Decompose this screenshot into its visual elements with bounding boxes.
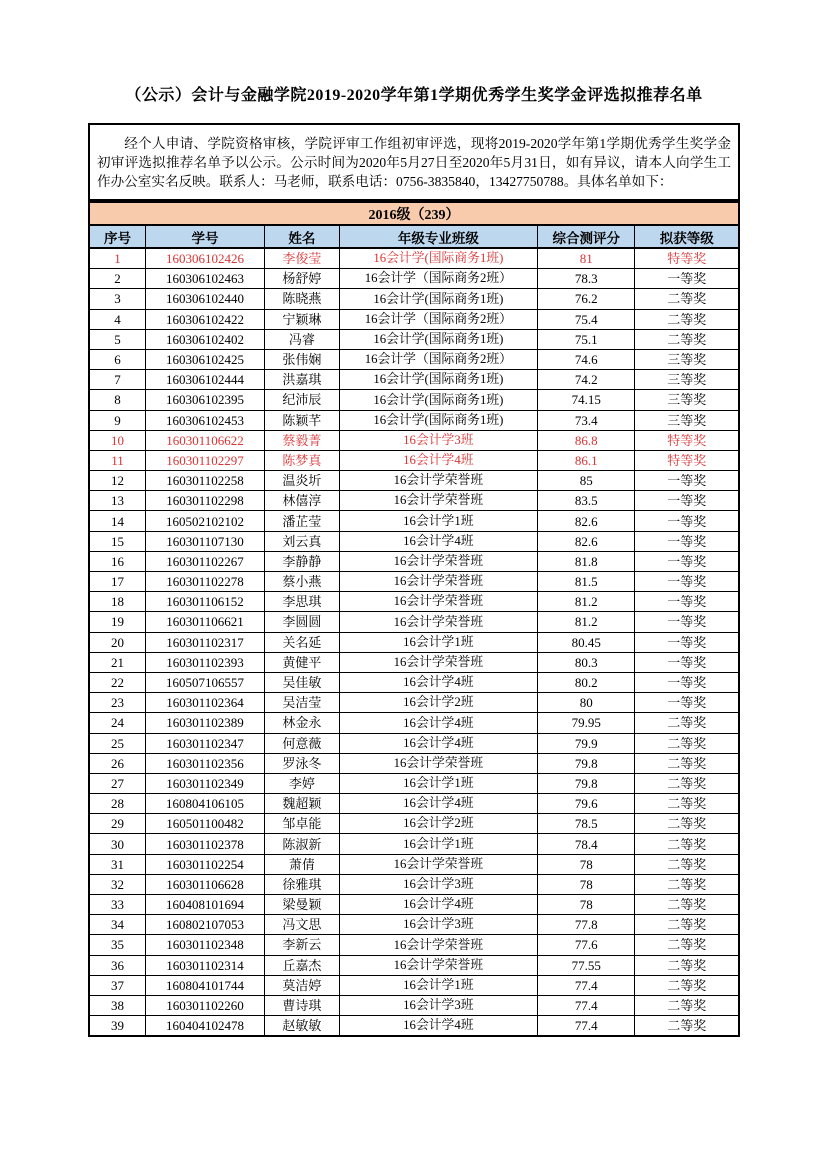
- cell-award: 二等奖: [635, 915, 739, 935]
- cell-class: 16会计学3班: [339, 995, 537, 1015]
- cell-name: 刘云真: [264, 531, 339, 551]
- cell-award: 二等奖: [635, 794, 739, 814]
- cell-name: 罗泳冬: [264, 753, 339, 773]
- table-row: [89, 1016, 739, 1037]
- table-row: [89, 935, 739, 955]
- cell-name: 蔡毅菁: [264, 430, 339, 450]
- cell-no: 28: [89, 794, 146, 814]
- table-row: [89, 874, 739, 894]
- cell-student-id: 160301102317: [146, 632, 265, 652]
- cell-class: 16会计学荣誉班: [339, 572, 537, 592]
- cell-no: 14: [89, 511, 146, 531]
- cell-name: 温炎圻: [264, 471, 339, 491]
- cell-name: 张伟娴: [264, 349, 339, 369]
- cell-no: 36: [89, 955, 146, 975]
- table-row: [89, 652, 739, 672]
- cell-class: 16会计学(国际商务1班): [339, 390, 537, 410]
- cell-class: 16会计学1班: [339, 834, 537, 854]
- section-header: 2016级（239）: [89, 202, 739, 225]
- cell-score: 81.8: [537, 551, 635, 571]
- cell-score: 78.4: [537, 834, 635, 854]
- cell-class: 16会计学2班: [339, 693, 537, 713]
- scholarship-table: [88, 201, 740, 1037]
- cell-name: 冯文思: [264, 915, 339, 935]
- table-row: [89, 329, 739, 349]
- cell-class: 16会计学4班: [339, 733, 537, 753]
- cell-class: 16会计学荣誉班: [339, 612, 537, 632]
- cell-score: 78: [537, 854, 635, 874]
- cell-name: 蔡小燕: [264, 572, 339, 592]
- cell-class: 16会计学(国际商务1班): [339, 329, 537, 349]
- cell-student-id: 160408101694: [146, 895, 265, 915]
- cell-no: 17: [89, 572, 146, 592]
- table-row: [89, 572, 739, 592]
- cell-award: 三等奖: [635, 390, 739, 410]
- cell-student-id: 160501100482: [146, 814, 265, 834]
- cell-class: 16会计学4班: [339, 794, 537, 814]
- cell-student-id: 160301106622: [146, 430, 265, 450]
- cell-score: 80.3: [537, 652, 635, 672]
- cell-name: 潘芷莹: [264, 511, 339, 531]
- cell-award: 二等奖: [635, 753, 739, 773]
- table-row: [89, 491, 739, 511]
- cell-student-id: 160404102478: [146, 1016, 265, 1037]
- table-row: [89, 430, 739, 450]
- cell-score: 86.8: [537, 430, 635, 450]
- table-row: [89, 289, 739, 309]
- col-header-student-id: 学号: [146, 225, 265, 248]
- cell-award: 二等奖: [635, 874, 739, 894]
- cell-name: 关名延: [264, 632, 339, 652]
- cell-award: 二等奖: [635, 975, 739, 995]
- cell-no: 1: [89, 248, 146, 269]
- cell-class: 16会计学4班: [339, 713, 537, 733]
- cell-name: 李圆圆: [264, 612, 339, 632]
- cell-score: 80.2: [537, 672, 635, 692]
- cell-score: 83.5: [537, 491, 635, 511]
- cell-no: 8: [89, 390, 146, 410]
- cell-class: 16会计学4班: [339, 450, 537, 470]
- cell-no: 31: [89, 854, 146, 874]
- cell-no: 25: [89, 733, 146, 753]
- cell-class: 16会计学1班: [339, 511, 537, 531]
- table-row: [89, 895, 739, 915]
- cell-student-id: 160301102393: [146, 652, 265, 672]
- cell-no: 35: [89, 935, 146, 955]
- cell-class: 16会计学(国际商务1班): [339, 370, 537, 390]
- cell-name: 赵敏敏: [264, 1016, 339, 1037]
- cell-name: 魏超颖: [264, 794, 339, 814]
- cell-no: 5: [89, 329, 146, 349]
- table-row: [89, 975, 739, 995]
- column-header-row: [89, 225, 739, 248]
- cell-award: 一等奖: [635, 612, 739, 632]
- cell-class: 16会计学荣誉班: [339, 551, 537, 571]
- cell-student-id: 160802107053: [146, 915, 265, 935]
- cell-score: 81.5: [537, 572, 635, 592]
- cell-student-id: 160306102463: [146, 269, 265, 289]
- cell-score: 77.55: [537, 955, 635, 975]
- table-row: [89, 531, 739, 551]
- table-row: [89, 612, 739, 632]
- table-row: [89, 471, 739, 491]
- cell-score: 79.9: [537, 733, 635, 753]
- table-row: [89, 672, 739, 692]
- cell-no: 19: [89, 612, 146, 632]
- cell-award: 二等奖: [635, 834, 739, 854]
- table-row: [89, 410, 739, 430]
- cell-name: 李思琪: [264, 592, 339, 612]
- cell-name: 梁曼颖: [264, 895, 339, 915]
- cell-score: 77.6: [537, 935, 635, 955]
- cell-no: 2: [89, 269, 146, 289]
- cell-no: 9: [89, 410, 146, 430]
- cell-name: 陈淑新: [264, 834, 339, 854]
- table-row: [89, 915, 739, 935]
- cell-class: 16会计学荣誉班: [339, 652, 537, 672]
- table-row: [89, 814, 739, 834]
- cell-name: 萧倩: [264, 854, 339, 874]
- cell-student-id: 160301102378: [146, 834, 265, 854]
- page-title: （公示）会计与金融学院2019-2020学年第1学期优秀学生奖学金评选拟推荐名单: [125, 87, 703, 104]
- cell-name: 吴佳敏: [264, 672, 339, 692]
- table-row: [89, 349, 739, 369]
- cell-class: 16会计学(国际商务1班): [339, 289, 537, 309]
- cell-no: 32: [89, 874, 146, 894]
- cell-student-id: 160301106628: [146, 874, 265, 894]
- cell-student-id: 160301107130: [146, 531, 265, 551]
- cell-no: 34: [89, 915, 146, 935]
- cell-student-id: 160301106152: [146, 592, 265, 612]
- cell-no: 16: [89, 551, 146, 571]
- cell-class: 16会计学4班: [339, 895, 537, 915]
- cell-award: 一等奖: [635, 632, 739, 652]
- cell-no: 27: [89, 773, 146, 793]
- table-row: [89, 450, 739, 470]
- cell-name: 邹卓能: [264, 814, 339, 834]
- cell-score: 74.6: [537, 349, 635, 369]
- cell-class: 16会计学（国际商务2班）: [339, 309, 537, 329]
- cell-award: 二等奖: [635, 713, 739, 733]
- cell-no: 26: [89, 753, 146, 773]
- cell-no: 3: [89, 289, 146, 309]
- cell-name: 莫洁婷: [264, 975, 339, 995]
- cell-name: 丘嘉杰: [264, 955, 339, 975]
- col-header-award: 拟获等级: [635, 225, 739, 248]
- cell-award: 一等奖: [635, 269, 739, 289]
- cell-class: 16会计学3班: [339, 430, 537, 450]
- cell-no: 20: [89, 632, 146, 652]
- cell-student-id: 160301102278: [146, 572, 265, 592]
- cell-student-id: 160804101744: [146, 975, 265, 995]
- table-row: [89, 753, 739, 773]
- cell-no: 4: [89, 309, 146, 329]
- cell-score: 74.15: [537, 390, 635, 410]
- cell-award: 二等奖: [635, 289, 739, 309]
- cell-award: 一等奖: [635, 672, 739, 692]
- cell-student-id: 160301102260: [146, 995, 265, 1015]
- cell-class: 16会计学3班: [339, 915, 537, 935]
- cell-award: 一等奖: [635, 511, 739, 531]
- cell-student-id: 160301102364: [146, 693, 265, 713]
- cell-name: 李俊莹: [264, 248, 339, 269]
- table-row: [89, 592, 739, 612]
- cell-award: 二等奖: [635, 329, 739, 349]
- cell-score: 78.5: [537, 814, 635, 834]
- cell-no: 33: [89, 895, 146, 915]
- cell-name: 杨舒婷: [264, 269, 339, 289]
- col-header-score: 综合测评分: [537, 225, 635, 248]
- cell-name: 李新云: [264, 935, 339, 955]
- cell-no: 24: [89, 713, 146, 733]
- cell-name: 陈颖芊: [264, 410, 339, 430]
- cell-student-id: 160301102356: [146, 753, 265, 773]
- cell-student-id: 160301102348: [146, 935, 265, 955]
- table-row: [89, 854, 739, 874]
- cell-student-id: 160301102258: [146, 471, 265, 491]
- cell-name: 林金永: [264, 713, 339, 733]
- col-header-no: 序号: [89, 225, 146, 248]
- cell-name: 吴洁莹: [264, 693, 339, 713]
- cell-student-id: 160301102267: [146, 551, 265, 571]
- table-row: [89, 733, 739, 753]
- cell-award: 一等奖: [635, 592, 739, 612]
- cell-score: 77.4: [537, 1016, 635, 1037]
- cell-award: 一等奖: [635, 471, 739, 491]
- cell-class: 16会计学(国际商务1班): [339, 410, 537, 430]
- cell-award: 二等奖: [635, 854, 739, 874]
- cell-award: 三等奖: [635, 349, 739, 369]
- table-row: [89, 955, 739, 975]
- cell-class: 16会计学1班: [339, 632, 537, 652]
- cell-student-id: 160306102444: [146, 370, 265, 390]
- col-header-name: 姓名: [264, 225, 339, 248]
- cell-no: 10: [89, 430, 146, 450]
- cell-award: 二等奖: [635, 995, 739, 1015]
- table-row: [89, 511, 739, 531]
- cell-student-id: 160306102453: [146, 410, 265, 430]
- cell-award: 一等奖: [635, 572, 739, 592]
- table-row: [89, 309, 739, 329]
- table-row: [89, 390, 739, 410]
- cell-award: 一等奖: [635, 551, 739, 571]
- cell-award: 二等奖: [635, 1016, 739, 1037]
- cell-name: 洪嘉琪: [264, 370, 339, 390]
- cell-score: 78: [537, 895, 635, 915]
- cell-student-id: 160301106621: [146, 612, 265, 632]
- cell-award: 二等奖: [635, 955, 739, 975]
- cell-no: 13: [89, 491, 146, 511]
- cell-no: 22: [89, 672, 146, 692]
- cell-score: 79.95: [537, 713, 635, 733]
- col-header-class: 年级专业班级: [339, 225, 537, 248]
- cell-score: 80: [537, 693, 635, 713]
- cell-student-id: 160306102395: [146, 390, 265, 410]
- document-page: [88, 0, 740, 1037]
- cell-score: 73.4: [537, 410, 635, 430]
- cell-student-id: 160301102314: [146, 955, 265, 975]
- cell-award: 一等奖: [635, 531, 739, 551]
- notice-paragraph: 经个人申请、学院资格审核，学院评审工作组初审评选，现将2019-2020学年第1学期优秀学生奖学金初审评选拟推荐名单予以公示。公示时间为2020年5月27日至2020年5月31日，如有异议，请本人向学生工作办公室实名反映。联系人：马老师，联系电话：0756-3835840，13427750788。具体名单如下：: [97, 136, 731, 189]
- cell-class: 16会计学（国际商务2班）: [339, 269, 537, 289]
- cell-score: 81: [537, 248, 635, 269]
- cell-student-id: 160804106105: [146, 794, 265, 814]
- cell-class: 16会计学1班: [339, 773, 537, 793]
- cell-award: 一等奖: [635, 491, 739, 511]
- cell-class: 16会计学荣誉班: [339, 955, 537, 975]
- table-row: [89, 632, 739, 652]
- table-row: [89, 773, 739, 793]
- cell-score: 79.8: [537, 753, 635, 773]
- cell-award: 特等奖: [635, 248, 739, 269]
- cell-award: 二等奖: [635, 895, 739, 915]
- cell-no: 38: [89, 995, 146, 1015]
- cell-name: 林僖淳: [264, 491, 339, 511]
- cell-score: 86.1: [537, 450, 635, 470]
- table-row: [89, 693, 739, 713]
- cell-student-id: 160306102402: [146, 329, 265, 349]
- cell-award: 二等奖: [635, 935, 739, 955]
- cell-no: 6: [89, 349, 146, 369]
- cell-no: 21: [89, 652, 146, 672]
- cell-class: 16会计学荣誉班: [339, 491, 537, 511]
- cell-score: 78: [537, 874, 635, 894]
- cell-name: 黄健平: [264, 652, 339, 672]
- cell-score: 77.4: [537, 975, 635, 995]
- cell-class: 16会计学（国际商务2班）: [339, 349, 537, 369]
- cell-no: 7: [89, 370, 146, 390]
- notice-box: [88, 123, 740, 201]
- cell-award: 二等奖: [635, 814, 739, 834]
- cell-student-id: 160301102298: [146, 491, 265, 511]
- cell-student-id: 160502102102: [146, 511, 265, 531]
- cell-class: 16会计学荣誉班: [339, 471, 537, 491]
- cell-award: 二等奖: [635, 773, 739, 793]
- cell-score: 81.2: [537, 592, 635, 612]
- cell-student-id: 160301102389: [146, 713, 265, 733]
- cell-award: 二等奖: [635, 309, 739, 329]
- cell-score: 79.6: [537, 794, 635, 814]
- table-row: [89, 834, 739, 854]
- cell-score: 79.8: [537, 773, 635, 793]
- cell-name: 陈梦真: [264, 450, 339, 470]
- cell-name: 曹诗琪: [264, 995, 339, 1015]
- cell-name: 徐雅琪: [264, 874, 339, 894]
- cell-no: 15: [89, 531, 146, 551]
- table-row: [89, 269, 739, 289]
- cell-award: 特等奖: [635, 450, 739, 470]
- cell-score: 81.2: [537, 612, 635, 632]
- cell-award: 二等奖: [635, 733, 739, 753]
- cell-award: 一等奖: [635, 652, 739, 672]
- cell-class: 16会计学1班: [339, 975, 537, 995]
- cell-score: 75.4: [537, 309, 635, 329]
- table-row: [89, 995, 739, 1015]
- cell-score: 75.1: [537, 329, 635, 349]
- cell-class: 16会计学4班: [339, 1016, 537, 1037]
- cell-no: 18: [89, 592, 146, 612]
- cell-student-id: 160301102297: [146, 450, 265, 470]
- cell-score: 82.6: [537, 531, 635, 551]
- cell-score: 76.2: [537, 289, 635, 309]
- cell-class: 16会计学荣誉班: [339, 935, 537, 955]
- cell-name: 李婷: [264, 773, 339, 793]
- cell-score: 74.2: [537, 370, 635, 390]
- cell-class: 16会计学4班: [339, 672, 537, 692]
- cell-name: 李静静: [264, 551, 339, 571]
- cell-name: 宁颖琳: [264, 309, 339, 329]
- cell-award: 特等奖: [635, 430, 739, 450]
- cell-no: 11: [89, 450, 146, 470]
- cell-student-id: 160507106557: [146, 672, 265, 692]
- cell-student-id: 160306102426: [146, 248, 265, 269]
- cell-class: 16会计学荣誉班: [339, 753, 537, 773]
- cell-no: 39: [89, 1016, 146, 1037]
- table-row: [89, 794, 739, 814]
- cell-award: 一等奖: [635, 693, 739, 713]
- cell-score: 78.3: [537, 269, 635, 289]
- cell-class: 16会计学(国际商务1班): [339, 248, 537, 269]
- cell-student-id: 160306102425: [146, 349, 265, 369]
- cell-score: 82.6: [537, 511, 635, 531]
- cell-class: 16会计学荣誉班: [339, 592, 537, 612]
- table-row: [89, 713, 739, 733]
- cell-student-id: 160301102254: [146, 854, 265, 874]
- cell-score: 77.4: [537, 995, 635, 1015]
- table-row: [89, 370, 739, 390]
- cell-name: 陈晓燕: [264, 289, 339, 309]
- cell-no: 29: [89, 814, 146, 834]
- cell-student-id: 160301102347: [146, 733, 265, 753]
- cell-award: 三等奖: [635, 370, 739, 390]
- table-row: [89, 248, 739, 269]
- cell-no: 37: [89, 975, 146, 995]
- table-row: [89, 551, 739, 571]
- cell-student-id: 160301102349: [146, 773, 265, 793]
- cell-no: 12: [89, 471, 146, 491]
- section-header-row: [89, 202, 739, 225]
- cell-class: 16会计学2班: [339, 814, 537, 834]
- cell-score: 77.8: [537, 915, 635, 935]
- cell-name: 何意薇: [264, 733, 339, 753]
- cell-name: 冯睿: [264, 329, 339, 349]
- cell-no: 30: [89, 834, 146, 854]
- cell-class: 16会计学3班: [339, 874, 537, 894]
- cell-student-id: 160306102422: [146, 309, 265, 329]
- cell-student-id: 160306102440: [146, 289, 265, 309]
- cell-score: 85: [537, 471, 635, 491]
- cell-name: 纪沛辰: [264, 390, 339, 410]
- cell-no: 23: [89, 693, 146, 713]
- cell-award: 三等奖: [635, 410, 739, 430]
- cell-score: 80.45: [537, 632, 635, 652]
- cell-class: 16会计学荣誉班: [339, 854, 537, 874]
- student-table-body: [89, 248, 739, 1036]
- cell-class: 16会计学4班: [339, 531, 537, 551]
